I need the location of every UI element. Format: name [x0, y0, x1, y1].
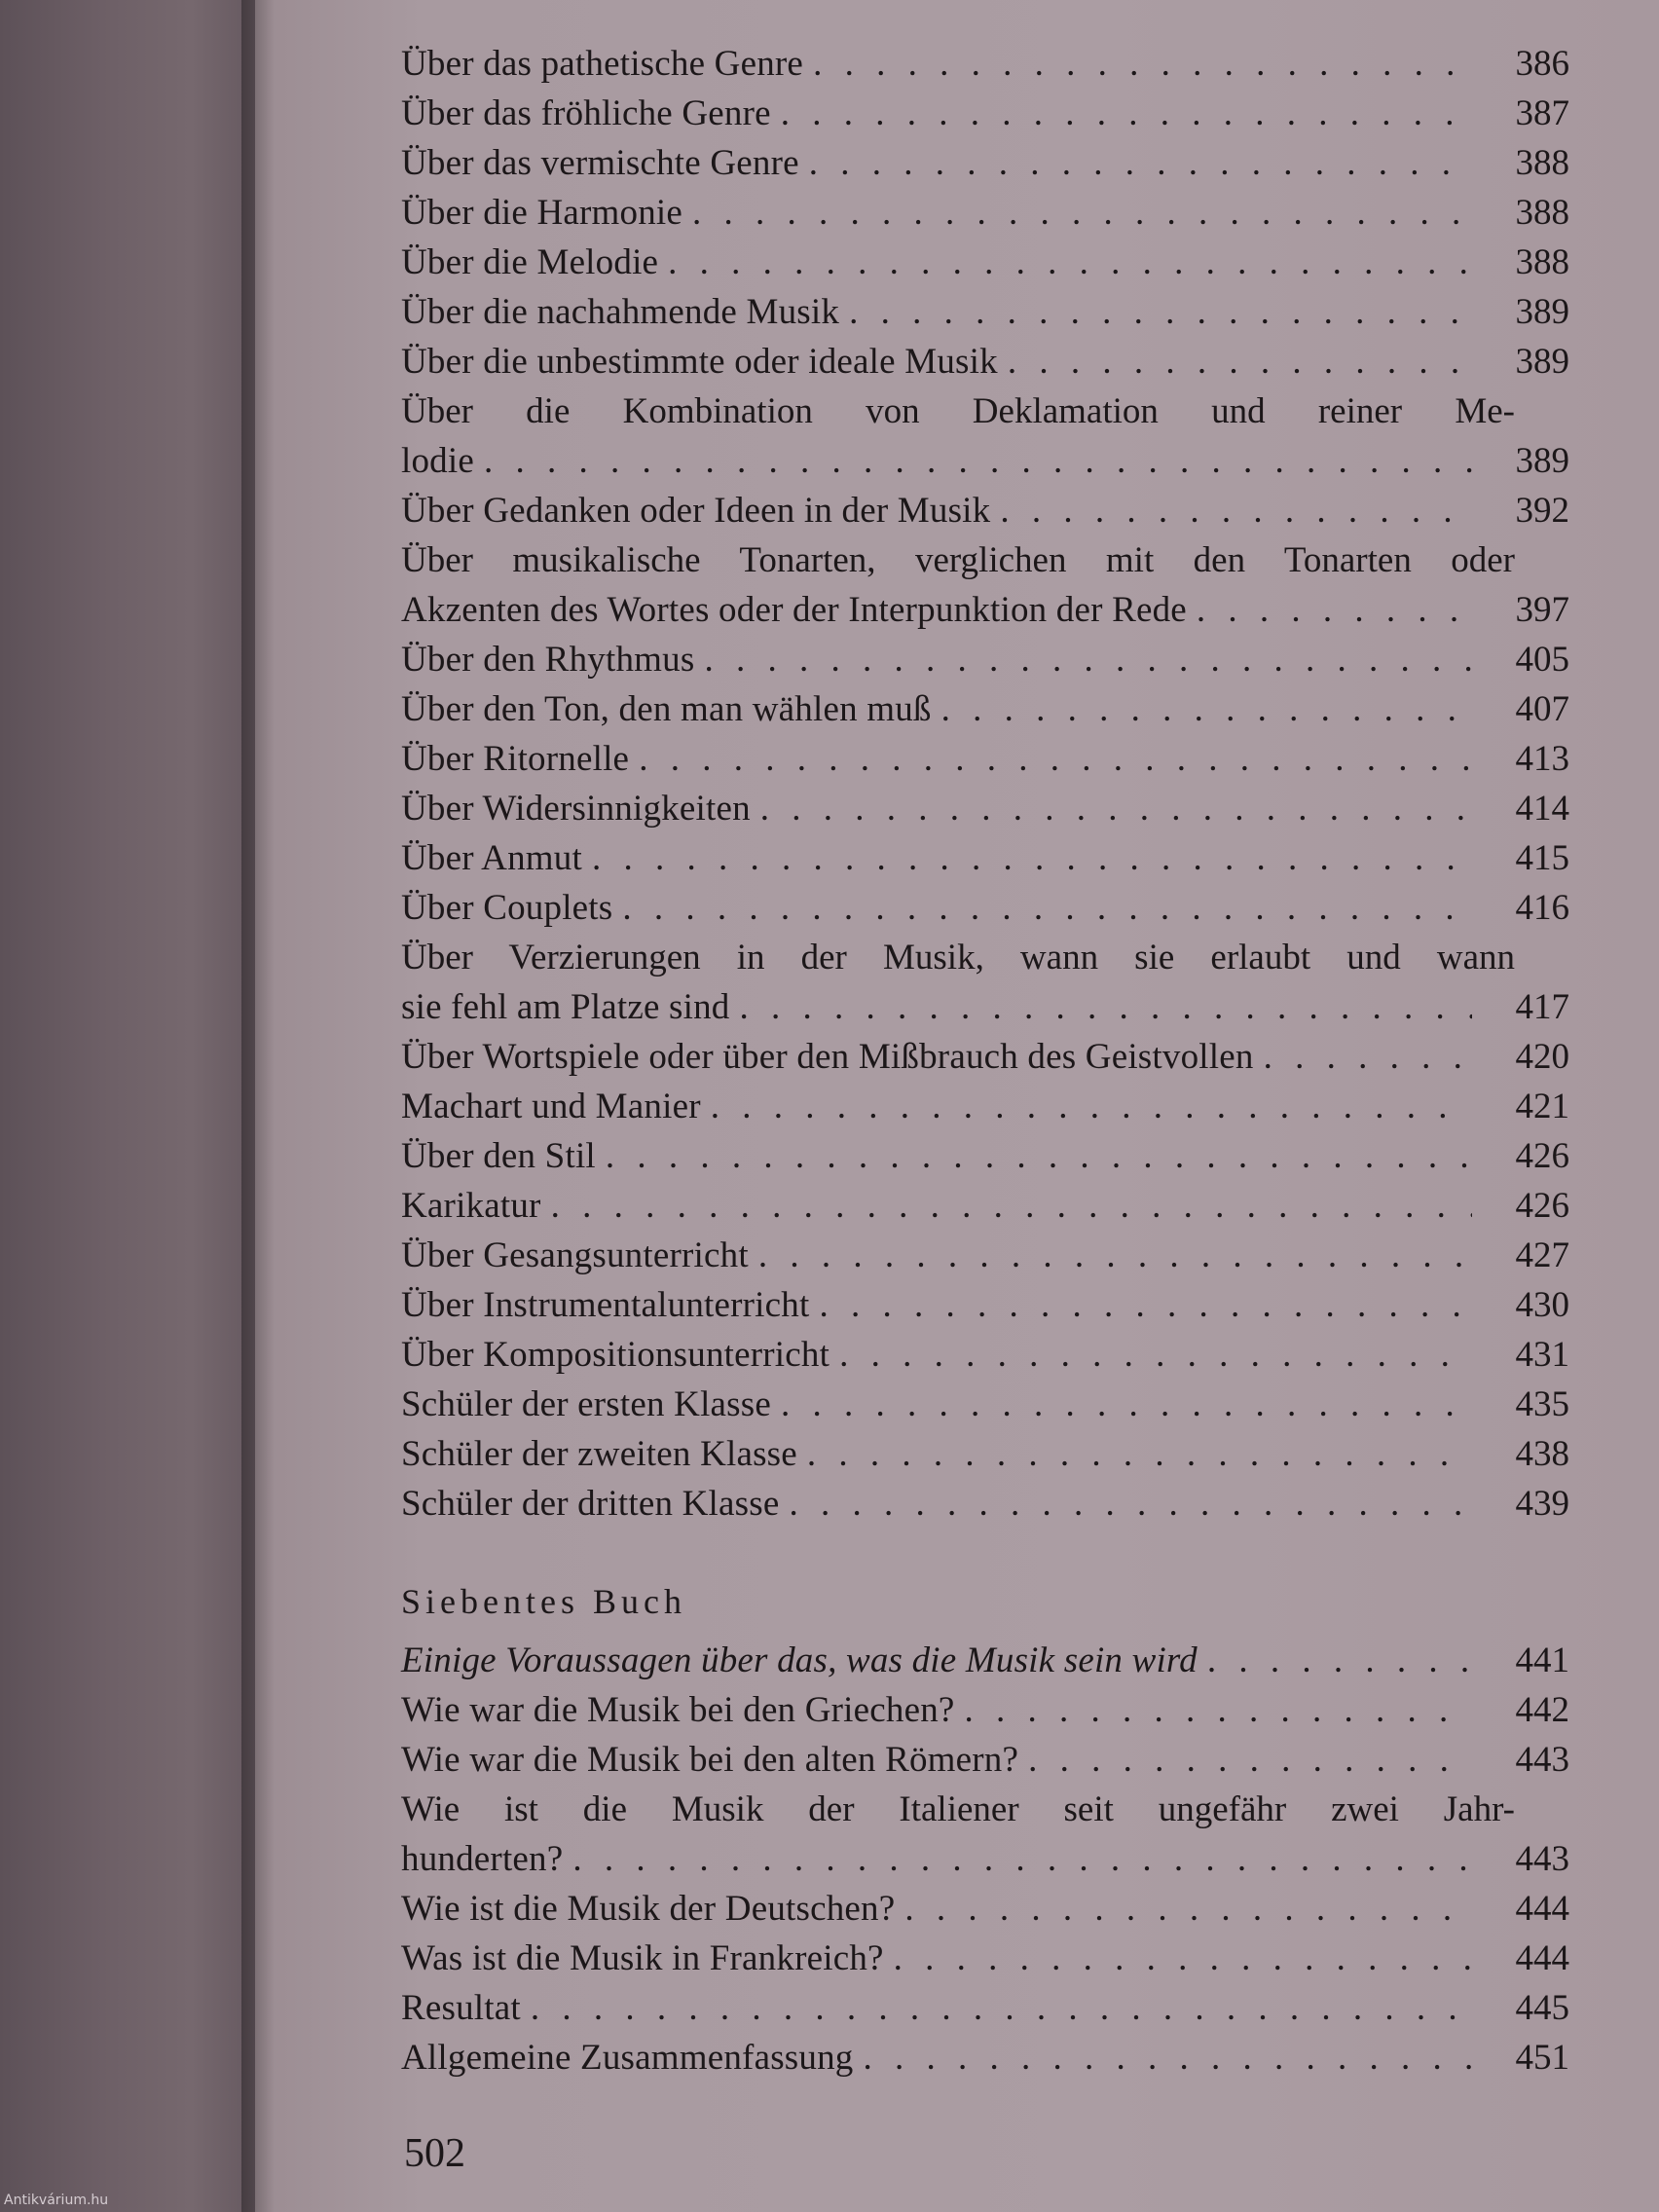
toc-entry-title: Karikatur [401, 1186, 541, 1226]
toc-entry-page-number: 397 [1515, 590, 1569, 630]
toc-entry [401, 138, 1569, 188]
toc-entry-title: Wie war die Musik bei den Griechen? [401, 1690, 955, 1730]
toc-entry-title: Über Instrumentalunterricht [401, 1285, 810, 1325]
toc-entry-page-number: 435 [1515, 1384, 1569, 1424]
toc-entry [401, 635, 1569, 684]
toc-entry-line [401, 1934, 1569, 1983]
toc-entry-page-number: 445 [1515, 1988, 1569, 2028]
toc-entry-page-number: 405 [1515, 640, 1569, 680]
toc-entry-page-number: 388 [1515, 242, 1569, 282]
toc-entry-line [401, 784, 1569, 833]
toc-entry-page-number: 451 [1515, 2038, 1569, 2078]
toc-entry [401, 535, 1569, 635]
dot-leader [1008, 337, 1472, 387]
book-spine-shadow [0, 0, 255, 2212]
dot-leader [819, 1280, 1472, 1330]
toc-entry [401, 1636, 1569, 1685]
dot-leader [622, 883, 1472, 933]
toc-entry [401, 1735, 1569, 1785]
toc-entry-line [401, 1380, 1569, 1429]
toc-entry [401, 1785, 1569, 1884]
dot-leader [668, 238, 1472, 287]
toc-entry-title: Über das fröhliche Genre [401, 93, 771, 133]
dot-leader [760, 784, 1472, 833]
toc-entry-title: hunderten? [401, 1839, 564, 1879]
dot-leader [1000, 486, 1472, 535]
dot-leader [1197, 585, 1472, 635]
dot-leader [894, 1934, 1472, 1983]
toc-entry-title: Über Wortspiele oder über den Mißbrauch des Geistvollen [401, 1037, 1254, 1077]
toc-entry [401, 188, 1569, 238]
toc-entry-page-number: 431 [1515, 1335, 1569, 1375]
toc-entry-page-number: 388 [1515, 143, 1569, 183]
toc-entry [401, 1181, 1569, 1231]
toc-entry-line [401, 1330, 1569, 1380]
toc-entry-line [401, 1636, 1569, 1685]
toc-entry-line [401, 982, 1569, 1032]
toc-entry [401, 2033, 1569, 2083]
toc-entry-line [401, 1983, 1569, 2033]
dot-leader [639, 734, 1472, 784]
toc-entry-line [401, 1685, 1569, 1735]
toc-entry [401, 1934, 1569, 1983]
toc-entry-line [401, 1834, 1569, 1884]
toc-entry-page-number: 427 [1515, 1235, 1569, 1275]
toc-entry-page-number: 388 [1515, 193, 1569, 233]
toc-entry-title: Resultat [401, 1988, 521, 2028]
toc-entry-title: Über das pathetische Genre [401, 44, 804, 84]
toc-section-part1 [401, 39, 1569, 1529]
toc-entry-title: Über die nachahmende Musik [401, 292, 840, 332]
toc-entry-line [401, 486, 1569, 535]
toc-entry [401, 1983, 1569, 2033]
toc-entry-title: Über die Melodie [401, 242, 659, 282]
toc-entry [401, 833, 1569, 883]
toc-entry-page-number: 416 [1515, 888, 1569, 928]
dot-leader [789, 1479, 1472, 1529]
toc-entry-page-number: 389 [1515, 441, 1569, 481]
toc-entry-line [401, 1231, 1569, 1280]
toc-entry-line [401, 238, 1569, 287]
dot-leader [531, 1983, 1472, 2033]
dot-leader [704, 635, 1472, 684]
toc-entry [401, 1685, 1569, 1735]
table-of-contents [401, 39, 1569, 2083]
toc-entry-title: Über Couplets [401, 888, 613, 928]
toc-entry-title: Über Kompositionsunterricht [401, 1335, 830, 1375]
toc-entry-page-number: 444 [1515, 1889, 1569, 1929]
dot-leader [606, 1131, 1472, 1181]
toc-entry-line [401, 436, 1569, 486]
toc-entry-page-number: 413 [1515, 739, 1569, 779]
dot-leader [1207, 1636, 1472, 1685]
toc-entry-title: Über Gesangsunterricht [401, 1235, 749, 1275]
toc-entry [401, 337, 1569, 387]
toc-entry-line [401, 734, 1569, 784]
dot-leader [941, 684, 1472, 734]
toc-entry [401, 238, 1569, 287]
toc-entry-title: Über den Stil [401, 1136, 596, 1176]
toc-entry-page-number: 426 [1515, 1186, 1569, 1226]
toc-entry [401, 39, 1569, 89]
toc-entry [401, 1429, 1569, 1479]
toc-entry-line [401, 39, 1569, 89]
toc-entry [401, 684, 1569, 734]
toc-entry-text-line1: Über Verzierungen in der Musik, wann sie erlaubt und wann [401, 938, 1515, 977]
toc-entry-title: Schüler der ersten Klasse [401, 1384, 772, 1424]
toc-entry-line [401, 883, 1569, 933]
toc-entry-page-number: 438 [1515, 1434, 1569, 1474]
toc-entry-title: Machart und Manier [401, 1087, 701, 1126]
toc-entry-page-number: 444 [1515, 1938, 1569, 1978]
toc-entry-line [401, 1280, 1569, 1330]
dot-leader [551, 1181, 1472, 1231]
dot-leader [864, 2033, 1472, 2083]
toc-entry-title: Über den Ton, den man wählen muß [401, 689, 932, 729]
watermark: Antikvárium.hu [4, 2193, 109, 2208]
dot-leader [965, 1685, 1472, 1735]
dot-leader [839, 1330, 1472, 1380]
dot-leader [692, 188, 1472, 238]
toc-entry-title: Über den Rhythmus [401, 640, 695, 680]
toc-entry [401, 1479, 1569, 1529]
toc-entry-page-number: 443 [1515, 1740, 1569, 1780]
dot-leader [1264, 1032, 1472, 1082]
toc-entry-line [401, 1429, 1569, 1479]
toc-entry [401, 883, 1569, 933]
toc-entry-text-line1: Über musikalische Tonarten, verglichen mit den Tonarten oder [401, 540, 1515, 580]
dot-leader [809, 138, 1472, 188]
toc-entry-title: Über Ritornelle [401, 739, 630, 779]
toc-entry [401, 1032, 1569, 1082]
toc-entry [401, 1131, 1569, 1181]
toc-entry-line [401, 635, 1569, 684]
toc-entry [401, 933, 1569, 1032]
toc-entry-line [401, 1735, 1569, 1785]
toc-entry-title: Schüler der dritten Klasse [401, 1484, 780, 1524]
toc-entry-page-number: 389 [1515, 292, 1569, 332]
toc-entry-title: Schüler der zweiten Klasse [401, 1434, 797, 1474]
toc-entry-text-line1: Über die Kombination von Deklamation und reiner Me- [401, 391, 1515, 431]
toc-section-part2 [401, 1636, 1569, 2083]
toc-entry-title: Einige Voraussagen über das, was die Musik sein wird [401, 1641, 1198, 1680]
toc-entry-line [401, 1082, 1569, 1131]
dot-leader [813, 39, 1472, 89]
toc-entry [401, 1884, 1569, 1934]
page-number: 502 [404, 2131, 465, 2176]
toc-entry [401, 1082, 1569, 1131]
toc-entry-page-number: 392 [1515, 491, 1569, 531]
toc-entry-page-number: 407 [1515, 689, 1569, 729]
toc-entry-line [401, 585, 1569, 635]
toc-entry-line [401, 1479, 1569, 1529]
toc-entry-page-number: 420 [1515, 1037, 1569, 1077]
toc-entry-title: Über die unbestimmte oder ideale Musik [401, 342, 998, 382]
toc-entry [401, 784, 1569, 833]
toc-entry-title: Was ist die Musik in Frankreich? [401, 1938, 884, 1978]
dot-leader [572, 1834, 1472, 1884]
toc-entry-text-line1: Wie ist die Musik der Italiener seit ungefähr zwei Jahr- [401, 1789, 1515, 1829]
toc-entry-line [401, 337, 1569, 387]
toc-entry-page-number: 387 [1515, 93, 1569, 133]
toc-entry-title: lodie [401, 441, 474, 481]
toc-entry-title: Über Gedanken oder Ideen in der Musik [401, 491, 991, 531]
toc-entry-page-number: 415 [1515, 838, 1569, 878]
page-gutter [241, 0, 275, 2212]
dot-leader [904, 1884, 1472, 1934]
toc-entry-title: sie fehl am Platze sind [401, 987, 730, 1027]
toc-entry-page-number: 430 [1515, 1285, 1569, 1325]
toc-entry-title: Über die Harmonie [401, 193, 683, 233]
toc-entry-line [401, 287, 1569, 337]
toc-entry [401, 387, 1569, 486]
toc-entry-page-number: 443 [1515, 1839, 1569, 1879]
toc-entry-title: Über Anmut [401, 838, 582, 878]
toc-entry-title: Allgemeine Zusammenfassung [401, 2038, 854, 2078]
toc-entry-title: Über das vermischte Genre [401, 143, 799, 183]
toc-entry-page-number: 442 [1515, 1690, 1569, 1730]
toc-entry-page-number: 389 [1515, 342, 1569, 382]
toc-entry-title: Akzenten des Wortes oder der Interpunktion der Rede [401, 590, 1187, 630]
toc-entry [401, 89, 1569, 138]
dot-leader [711, 1082, 1472, 1131]
section-heading: Siebentes Buch [401, 1582, 686, 1621]
toc-entry-page-number: 386 [1515, 44, 1569, 84]
toc-entry-line [401, 1131, 1569, 1181]
dot-leader [484, 436, 1472, 486]
toc-entry-page-number: 426 [1515, 1136, 1569, 1176]
toc-entry-line [401, 89, 1569, 138]
dot-leader [807, 1429, 1472, 1479]
toc-entry-title: Wie war die Musik bei den alten Römern? [401, 1740, 1019, 1780]
toc-entry-line [401, 833, 1569, 883]
dot-leader [592, 833, 1472, 883]
toc-entry-line [401, 138, 1569, 188]
dot-leader [849, 287, 1472, 337]
toc-entry [401, 1380, 1569, 1429]
toc-entry-page-number: 417 [1515, 987, 1569, 1027]
dot-leader [781, 1380, 1472, 1429]
toc-entry-title: Über Widersinnigkeiten [401, 789, 751, 829]
toc-entry-line [401, 1884, 1569, 1934]
toc-entry-page-number: 414 [1515, 789, 1569, 829]
toc-entry [401, 1231, 1569, 1280]
toc-entry-line [401, 684, 1569, 734]
toc-entry [401, 486, 1569, 535]
toc-entry-page-number: 421 [1515, 1087, 1569, 1126]
toc-entry-line [401, 1032, 1569, 1082]
toc-entry [401, 1330, 1569, 1380]
toc-entry-line [401, 188, 1569, 238]
toc-entry [401, 1280, 1569, 1330]
toc-entry [401, 287, 1569, 337]
dot-leader [740, 982, 1472, 1032]
toc-entry-page-number: 441 [1515, 1641, 1569, 1680]
toc-entry-page-number: 439 [1515, 1484, 1569, 1524]
dot-leader [758, 1231, 1472, 1280]
dot-leader [781, 89, 1472, 138]
dot-leader [1028, 1735, 1472, 1785]
toc-entry-line [401, 1181, 1569, 1231]
toc-entry-line [401, 2033, 1569, 2083]
toc-entry [401, 734, 1569, 784]
toc-entry-title: Wie ist die Musik der Deutschen? [401, 1889, 896, 1929]
